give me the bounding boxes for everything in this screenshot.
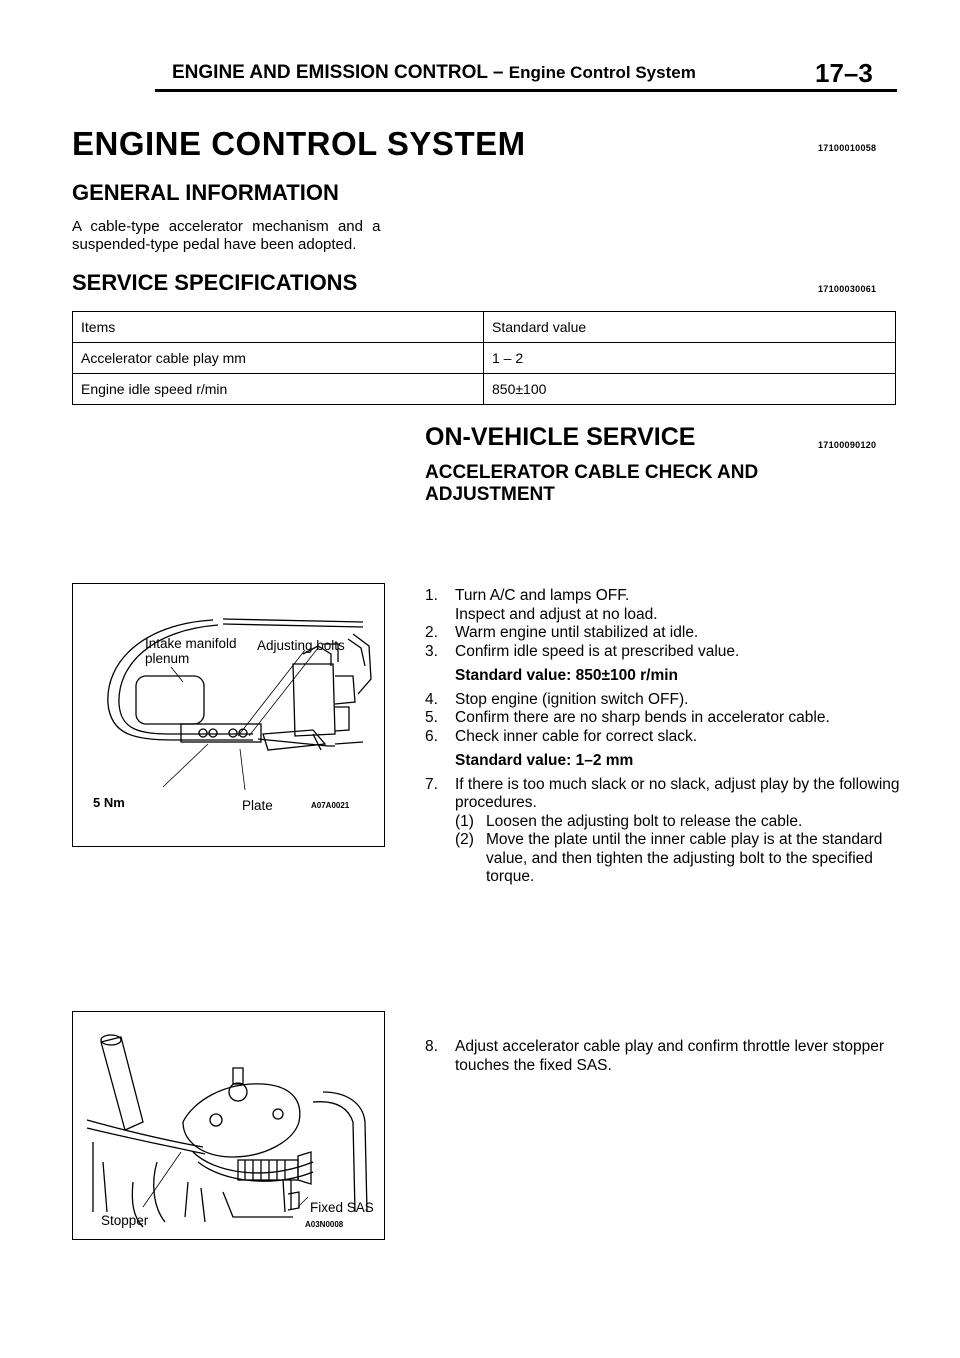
figure-throttle-stopper (72, 1011, 385, 1240)
page-title: ENGINE CONTROL SYSTEM (72, 125, 526, 162)
general-line-2: suspended-type pedal have been adopted. (72, 236, 357, 253)
general-paragraph (72, 218, 472, 254)
step-number: 3. (425, 642, 438, 660)
list-item (425, 1037, 900, 1075)
standard-value-idle: Standard value: 850±100 r/min (455, 667, 679, 684)
step-number: 1. (425, 587, 438, 604)
specs-code: 17100030061 (818, 284, 877, 294)
procedure-heading-line-1: ACCELERATOR CABLE CHECK AND (425, 462, 759, 483)
step-number: 4. (425, 690, 438, 708)
sub-step-text: Loosen the adjusting bolt to release the cable. (486, 812, 803, 830)
sub-step (425, 813, 900, 832)
step-text: Check inner cable for correct slack. (455, 727, 698, 745)
step-text: Stop engine (ignition switch OFF). (455, 690, 689, 708)
step-text: If there is too much slack or no slack, adjust play by the following procedures. (455, 775, 900, 811)
list-item (425, 691, 900, 710)
step-number: 5. (425, 709, 438, 726)
general-line-1: A cable-type accelerator mechanism and a (72, 218, 381, 235)
general-heading: GENERAL INFORMATION (72, 180, 339, 205)
table-row (73, 374, 896, 405)
page-number: 17–3 (815, 58, 873, 88)
list-item (425, 776, 900, 813)
figure2-code: A03N0008 (305, 1220, 344, 1229)
list-item (425, 643, 900, 662)
step-number: 8. (425, 1038, 438, 1055)
step-continuation: Inspect and adjust at no load. (455, 605, 658, 623)
table-header-row (73, 312, 896, 343)
title-code: 17100010058 (818, 143, 877, 153)
plenum-label: plenum (145, 651, 190, 666)
step-number: 2. (425, 624, 438, 641)
torque-label: 5 Nm (93, 795, 125, 810)
step-text: Warm engine until stabilized at idle. (455, 624, 699, 641)
throttle-stopper-illustration (73, 1012, 384, 1239)
plate-label: Plate (242, 798, 273, 813)
running-header (172, 62, 696, 84)
table-row (73, 343, 896, 374)
row-item: Engine idle speed r/min (73, 374, 484, 405)
header-subsection: Engine Control System (508, 63, 696, 82)
step-text: Turn A/C and lamps OFF. (455, 587, 630, 604)
specs-heading: SERVICE SPECIFICATIONS (72, 270, 358, 295)
fixed-sas-label: Fixed SAS (310, 1200, 374, 1215)
spec-table (72, 311, 896, 405)
header-section: ENGINE AND EMISSION CONTROL (172, 62, 488, 83)
stopper-label: Stopper (101, 1213, 149, 1228)
procedure-step-8 (425, 1037, 900, 1075)
adjusting-bolts-label: Adjusting bolts (257, 638, 345, 653)
onvehicle-code: 17100090120 (818, 440, 877, 450)
figure1-code: A07A0021 (311, 801, 350, 810)
figure-cable-adjustment (72, 583, 385, 847)
header-dash: – (492, 62, 504, 83)
onvehicle-heading: ON-VEHICLE SERVICE (425, 423, 696, 451)
step-number: 7. (425, 775, 438, 793)
procedure-steps (425, 587, 900, 887)
procedure-heading (425, 462, 845, 506)
step-text: Adjust accelerator cable play and confirm throttle lever stopper touches the fixed SAS. (455, 1038, 885, 1074)
sub-step-number: (2) (455, 831, 474, 848)
column-header-items: Items (73, 312, 484, 343)
sub-step (425, 831, 900, 887)
list-item (425, 587, 900, 606)
row-value: 850±100 (484, 374, 896, 405)
step-text: Confirm there are no sharp bends in accelerator cable. (455, 709, 830, 726)
header-rule (155, 89, 897, 92)
sub-step-text: Move the plate until the inner cable play is at the standard value, and then tighten the adjusting bolt to the specified torque. (486, 831, 883, 885)
list-item (425, 624, 900, 643)
sub-step-number: (1) (455, 812, 474, 830)
cable-adjustment-illustration (73, 584, 384, 846)
procedure-heading-line-2: ADJUSTMENT (425, 484, 555, 505)
step-number: 6. (425, 727, 438, 745)
step-text: Confirm idle speed is at prescribed value. (455, 642, 740, 660)
row-value: 1 – 2 (484, 343, 896, 374)
intake-manifold-label: Intake manifold (145, 636, 237, 651)
row-item: Accelerator cable play mm (73, 343, 484, 374)
list-item (425, 728, 900, 747)
standard-value-play: Standard value: 1–2 mm (455, 752, 634, 769)
list-item (425, 709, 900, 728)
column-header-standard-value: Standard value (484, 312, 896, 343)
